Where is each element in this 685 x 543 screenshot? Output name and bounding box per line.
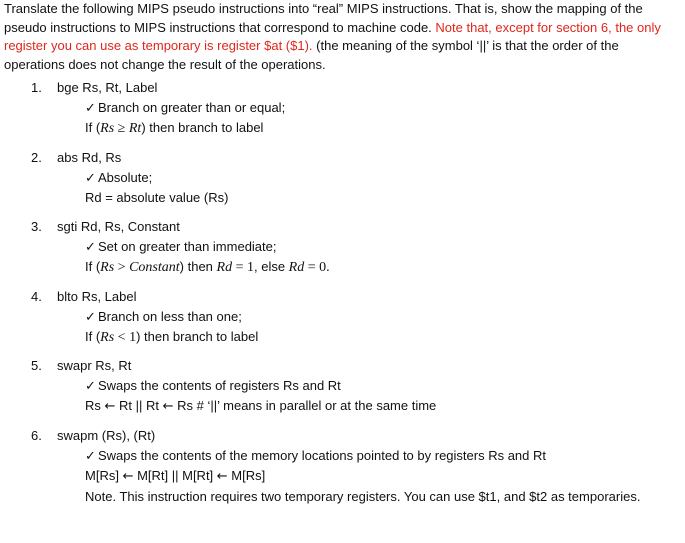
item-description: ✓ Branch on less than one; <box>85 309 242 324</box>
check-icon: ✓ <box>85 309 96 324</box>
item-heading: swapr Rs, Rt <box>57 358 132 373</box>
left-arrow-icon: ← <box>216 469 228 484</box>
check-icon: ✓ <box>85 100 96 115</box>
item-number: 4. <box>31 289 42 304</box>
item-condition: If (Rs < 1) then branch to label <box>85 329 259 345</box>
item-number: 3. <box>31 219 42 234</box>
item-condition: Rd = absolute value (Rs) <box>85 190 229 205</box>
item-number: 2. <box>31 150 42 165</box>
left-arrow-icon: ← <box>122 469 134 484</box>
item-heading: abs Rd, Rs <box>57 150 122 165</box>
item-description: ✓ Swaps the contents of the memory locations pointed to by registers Rs and Rt <box>85 448 547 463</box>
item-heading: sgti Rd, Rs, Constant <box>57 219 180 234</box>
item-heading: blto Rs, Label <box>57 289 137 304</box>
item-description: ✓ Absolute; <box>85 170 153 185</box>
item-condition: If (Rs ≥ Rt) then branch to label <box>85 120 264 136</box>
intro-text-2: (the meaning of the symbol ‘||’ is that the order of the operations does not change the result of the operations. <box>4 38 619 72</box>
left-arrow-icon: ← <box>162 399 174 414</box>
intro-text-1: Translate the following MIPS pseudo instructions into “real” MIPS instructions. That is, show the mapping of the pseudo instructions to MIPS instructions that correspond to machine code. <box>4 1 643 35</box>
item-note: Note. This instruction requires two temporary registers. You can use $t1, and $t2 as temporaries. <box>85 489 641 504</box>
item-description: ✓ Set on greater than immediate; <box>85 239 277 254</box>
item-heading: swapm (Rs), (Rt) <box>57 428 156 443</box>
intro-paragraph <box>4 0 680 74</box>
item-number: 5. <box>31 358 42 373</box>
item-semantics: Rs ← Rt || Rt ← Rs # ‘||’ means in parallel or at the same time <box>85 398 437 414</box>
check-icon: ✓ <box>85 239 96 254</box>
intro-red-note: Note that, except for section 6, the only register you can use as temporary is register $at ($1). <box>4 19 661 53</box>
item-semantics: M[Rs] ← M[Rt] || M[Rt] ← M[Rs] <box>85 468 266 484</box>
item-number: 1. <box>31 80 42 95</box>
left-arrow-icon: ← <box>104 399 116 414</box>
item-heading: bge Rs, Rt, Label <box>57 80 158 95</box>
check-icon: ✓ <box>85 378 96 393</box>
item-description: ✓ Swaps the contents of registers Rs and Rt <box>85 378 341 393</box>
item-description: ✓ Branch on greater than or equal; <box>85 100 286 115</box>
item-number: 6. <box>31 428 42 443</box>
check-icon: ✓ <box>85 448 96 463</box>
check-icon: ✓ <box>85 170 96 185</box>
item-condition: If (Rs > Constant) then Rd = 1, else Rd = 0. <box>85 259 330 275</box>
